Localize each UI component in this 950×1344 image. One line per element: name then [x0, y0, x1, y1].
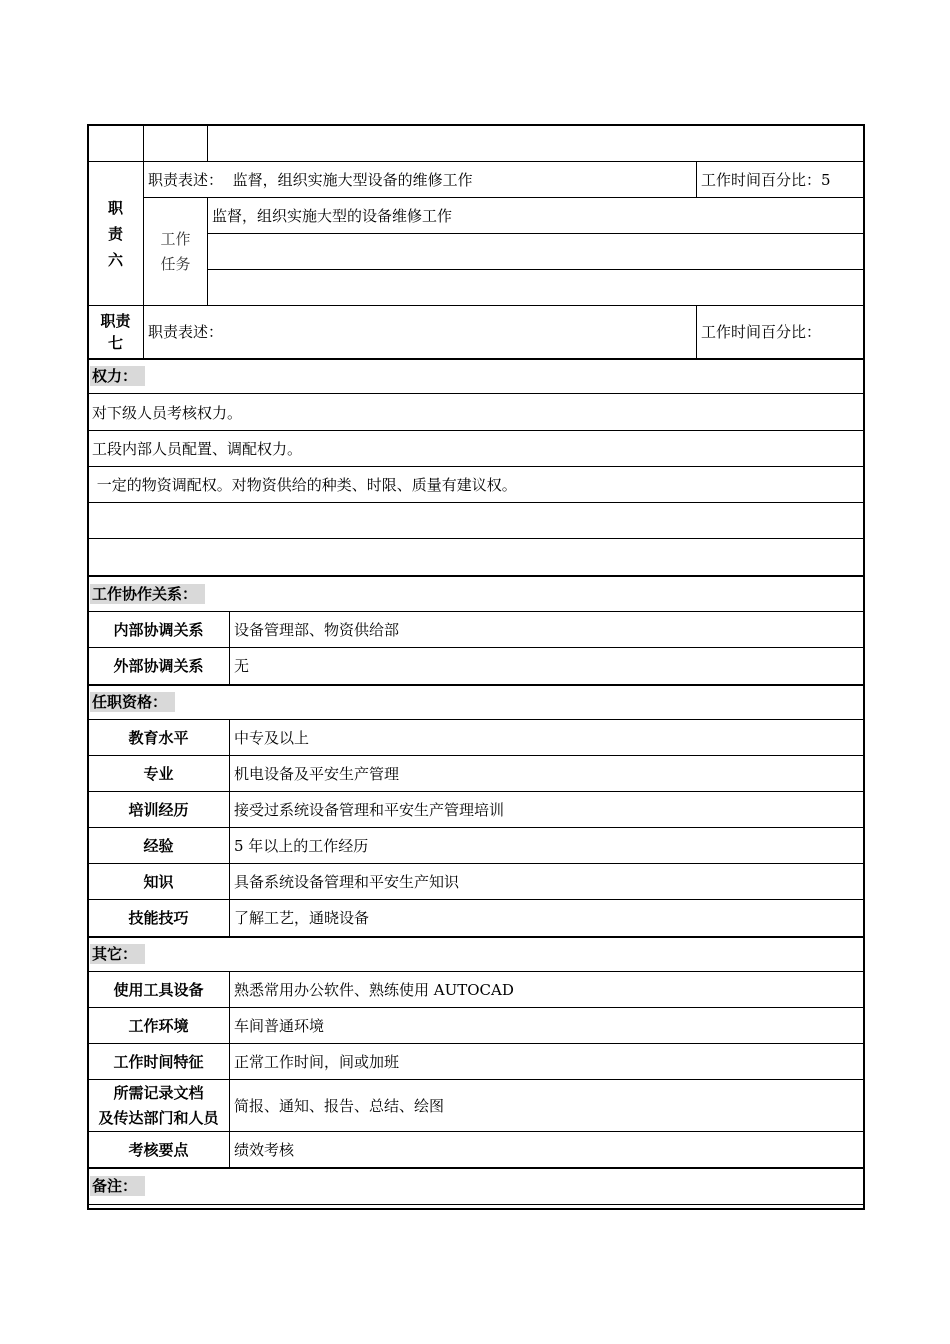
empty-cell [144, 125, 208, 162]
job-description-table [87, 124, 864, 1205]
duty6-task-item [208, 234, 864, 270]
qualification-value: 接受过系统设备管理和平安生产管理培训 [230, 792, 864, 828]
collaboration-label: 内部协调关系 [88, 612, 230, 648]
other-label: 所需记录文档 及传达部门和人员 [88, 1080, 230, 1132]
qualification-heading: 任职资格： [88, 685, 864, 720]
duty6-time-percentage: 工作时间百分比：5 [697, 162, 864, 198]
collaboration-heading: 工作协作关系： [88, 576, 864, 612]
qualification-value: 了解工艺，通晓设备 [230, 900, 864, 937]
authority-item: 工段内部人员配置、调配权力。 [88, 431, 864, 467]
qualification-label: 经验 [88, 828, 230, 864]
duty7-row [88, 306, 864, 359]
qualification-heading-row [88, 685, 864, 720]
authority-item-row [88, 431, 864, 467]
duty6-task-label: 工作 任务 [144, 198, 208, 306]
other-row [88, 1080, 864, 1132]
job-description-sheet [87, 124, 863, 1205]
other-row [88, 1044, 864, 1080]
other-row [88, 1008, 864, 1044]
other-value: 简报、通知、报告、总结、绘图 [230, 1080, 864, 1132]
other-value: 绩效考核 [230, 1132, 864, 1168]
qualification-row [88, 828, 864, 864]
empty-cell [88, 125, 144, 162]
other-heading: 其它： [88, 937, 864, 972]
authority-item-row [88, 539, 864, 576]
qualification-label: 知识 [88, 864, 230, 900]
collaboration-row [88, 612, 864, 648]
duty6-row-label: 职 责 六 [88, 162, 144, 306]
qualification-value: 机电设备及平安生产管理 [230, 756, 864, 792]
authority-item: 对下级人员考核权力。 [88, 394, 864, 431]
qualification-value: 具备系统设备管理和平安生产知识 [230, 864, 864, 900]
other-value: 车间普通环境 [230, 1008, 864, 1044]
qualification-row [88, 792, 864, 828]
empty-cell [208, 125, 864, 162]
collaboration-row [88, 648, 864, 685]
qualification-label: 教育水平 [88, 720, 230, 756]
duty7-time-percentage: 工作时间百分比： [697, 306, 864, 359]
qualification-row [88, 720, 864, 756]
duty6-task-row [88, 198, 864, 234]
other-label: 使用工具设备 [88, 972, 230, 1008]
authority-heading-row [88, 359, 864, 394]
qualification-row [88, 864, 864, 900]
other-value: 正常工作时间，间或加班 [230, 1044, 864, 1080]
other-row [88, 1132, 864, 1168]
other-heading-row [88, 937, 864, 972]
qualification-value: 5 年以上的工作经历 [230, 828, 864, 864]
authority-item-row [88, 467, 864, 503]
duty6-task-item [208, 270, 864, 306]
qualification-label: 技能技巧 [88, 900, 230, 937]
remarks-heading: 备注： [88, 1168, 864, 1205]
qualification-row [88, 756, 864, 792]
qualification-label: 专业 [88, 756, 230, 792]
authority-item [88, 503, 864, 539]
authority-item-row [88, 394, 864, 431]
collaboration-value: 设备管理部、物资供给部 [230, 612, 864, 648]
duty6-task-item: 监督，组织实施大型的设备维修工作 [208, 198, 864, 234]
other-row [88, 972, 864, 1008]
collaboration-heading-row [88, 576, 864, 612]
collaboration-value: 无 [230, 648, 864, 685]
remarks-heading-row [88, 1168, 864, 1205]
other-value: 熟悉常用办公软件、熟练使用 AUTOCAD [230, 972, 864, 1008]
duty7-description-label: 职责表述： [144, 306, 697, 359]
qualification-label: 培训经历 [88, 792, 230, 828]
authority-item: 一定的物资调配权。对物资供给的种类、时限、质量有建议权。 [88, 467, 864, 503]
qualification-row [88, 900, 864, 937]
duty6-description [144, 162, 697, 198]
other-label: 工作环境 [88, 1008, 230, 1044]
duty6-description-label: 职责表述： [148, 171, 224, 189]
previous-duty-tail-row [88, 125, 864, 162]
authority-heading: 权力： [88, 359, 864, 394]
duty7-row-label: 职责 七 [88, 306, 144, 359]
duty6-description-row [88, 162, 864, 198]
collaboration-label: 外部协调关系 [88, 648, 230, 685]
duty6-description-text: 监督，组织实施大型设备的维修工作 [232, 171, 473, 189]
authority-item-row [88, 503, 864, 539]
other-label: 考核要点 [88, 1132, 230, 1168]
other-label: 工作时间特征 [88, 1044, 230, 1080]
authority-item [88, 539, 864, 576]
qualification-value: 中专及以上 [230, 720, 864, 756]
